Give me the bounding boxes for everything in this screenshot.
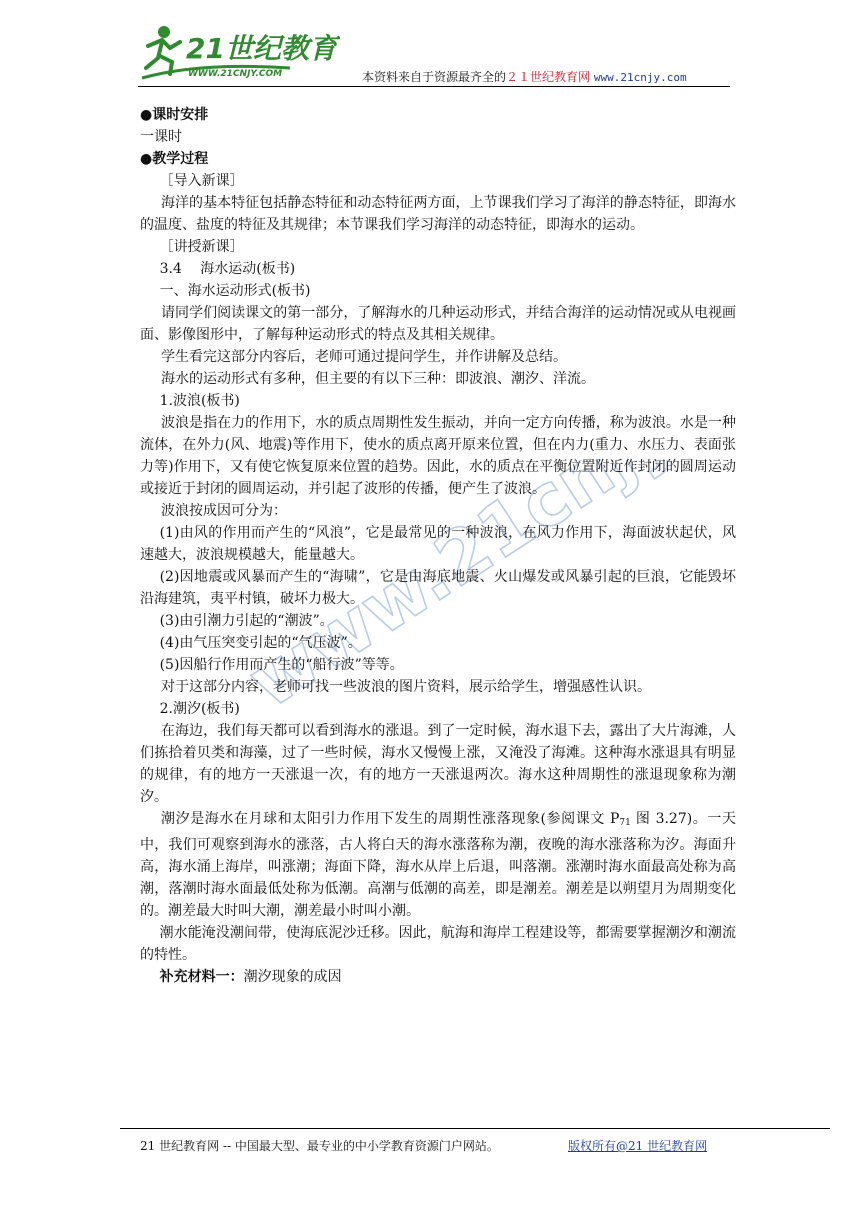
list-item: (5)因船行作用而产生的“船行波”等等。 — [159, 657, 404, 673]
footer-site-description: 21 世纪教育网 -- 中国最大型、最专业的中小学教育资源门户网站。 — [140, 1139, 499, 1153]
page-subscript: 71 — [619, 818, 631, 828]
svg-text:21世纪教育: 21世纪教育 — [186, 32, 337, 65]
paragraph: 波浪是指在力的作用下，水的质点周期性发生振动，并向一定方向传播，称为波浪。水是一种流体，在外力(风、地震)等作用下，使水的质点离开原来位置，但在内力(重力、水压力、表面张力等)作用下，又有使它恢复原来位置的趋势。因此，水的质点在平衡位置附近作封闭的圆周运动或接近于封闭的圆周运动，并引起了波形的传播，便产生了波浪。 — [140, 415, 736, 497]
paragraph: 请同学们阅读课文的第一部分，了解海水的几种运动形式，并结合海洋的运动情况或从电视画面、影像图形中，了解每种运动形式的特点及其相关规律。 — [140, 305, 736, 343]
list-item: (3)由引潮力引起的“潮波”。 — [159, 613, 334, 629]
footer-divider — [120, 1128, 830, 1129]
paragraph: 在海边，我们每天都可以看到海水的涨退。到了一定时候，海水退下去，露出了大片海滩，人们拣拾着贝类和海藻，过了一些时候，海水又慢慢上涨，又淹没了海滩。这种海水涨退具有明显的规律，有的地方一天涨退一次，有的地方一天涨退两次。海水这种周期性的涨退现象称为潮汐。 — [140, 723, 736, 805]
document-body — [140, 104, 736, 988]
paragraph: 学生看完这部分内容后，老师可通过提问学生，并作讲解及总结。 — [161, 349, 567, 365]
supplement-title: 潮汐现象的成因 — [243, 969, 342, 985]
site-logo — [140, 22, 340, 82]
footer-copyright-link[interactable]: 版权所有@21 世纪教育网 — [568, 1139, 708, 1153]
subsection-title-waves: 1.波浪(板书) — [159, 393, 240, 409]
subsection-title-tides: 2.潮汐(板书) — [159, 701, 240, 717]
paragraph: 海水的运动形式有多种，但主要的有以下三种：即波浪、潮汐、洋流。 — [161, 371, 595, 387]
header-url-link[interactable]: www.21cnjy.com — [593, 71, 687, 84]
lesson-title: 3.4 海水运动(板书) — [159, 261, 296, 277]
list-item: (1)由风的作用而产生的“风浪”，它是最常见的一种波浪，在风力作用下，海面波状起伏，风速越大，波浪规模越大，能量越大。 — [140, 525, 736, 563]
header-divider — [138, 86, 730, 87]
paragraph: 潮水能淹没潮间带，使海底泥沙迁移。因此，航海和海岸工程建设等，都需要掌握潮汐和潮流的特性。 — [140, 925, 736, 963]
svg-text:WWW.21CNJY.COM: WWW.21CNJY.COM — [188, 69, 283, 79]
tide-text-after: 图 3.27)。一天中，我们可观察到海水的涨落，古人将白天的海水涨落称为潮，夜晚的海水涨落称为汐。海面升高，海水涌上海岸，叫涨潮；海面下降，海水从岸上后退，叫落潮。涨潮时海水面最高处称为高潮，落潮时海水面最低处称为低潮。高潮与低潮的高差，即是潮差。潮差是以朔望月为周期变化的。潮差最大时叫大潮，潮差最小时叫小潮。 — [140, 811, 736, 919]
subheading-lecture: ［讲授新课］ — [159, 239, 244, 255]
supplement-label: 补充材料一： — [159, 969, 244, 985]
paragraph: 对于这部分内容，老师可找一些波浪的图片资料，展示给学生，增强感性认识。 — [161, 679, 651, 695]
header-note-prefix: 本资料来自于资源最齐全的 — [362, 70, 507, 84]
schedule-text: 一课时 — [140, 129, 182, 145]
supplement-heading — [140, 966, 736, 988]
section-heading-process: ●教学过程 — [140, 151, 209, 167]
list-item: (4)由气压突变引起的“气压波”。 — [159, 635, 362, 651]
paragraph: 波浪按成因可分为： — [161, 503, 287, 519]
paragraph — [140, 808, 736, 922]
header-site-name: ２１世纪教育网 — [506, 70, 591, 84]
subheading-intro: ［导入新课］ — [159, 173, 244, 189]
svg-text:www.21cnjy.com: www.21cnjy.com — [250, 460, 710, 725]
list-item: (2)因地震或风暴而产生的“海啸”，它是由海底地震、火山爆发或风暴引起的巨浪，它能毁坏沿海建筑，夷平村镇，破坏力极大。 — [140, 569, 736, 607]
section-title: 一、海水运动形式(板书) — [159, 283, 311, 299]
paragraph: 海洋的基本特征包括静态特征和动态特征两方面，上节课我们学习了海洋的静态特征，即海水的温度、盐度的特征及其规律；本节课我们学习海洋的动态特征，即海水的运动。 — [140, 195, 736, 233]
section-heading-schedule: ●课时安排 — [140, 107, 209, 123]
tide-text-before: 潮汐是海水在月球和太阳引力作用下发生的周期性涨落现象(参阅课文 P — [161, 811, 620, 827]
header-source-note — [362, 68, 687, 85]
page-header — [0, 0, 860, 96]
runner-logo-icon — [140, 22, 340, 82]
